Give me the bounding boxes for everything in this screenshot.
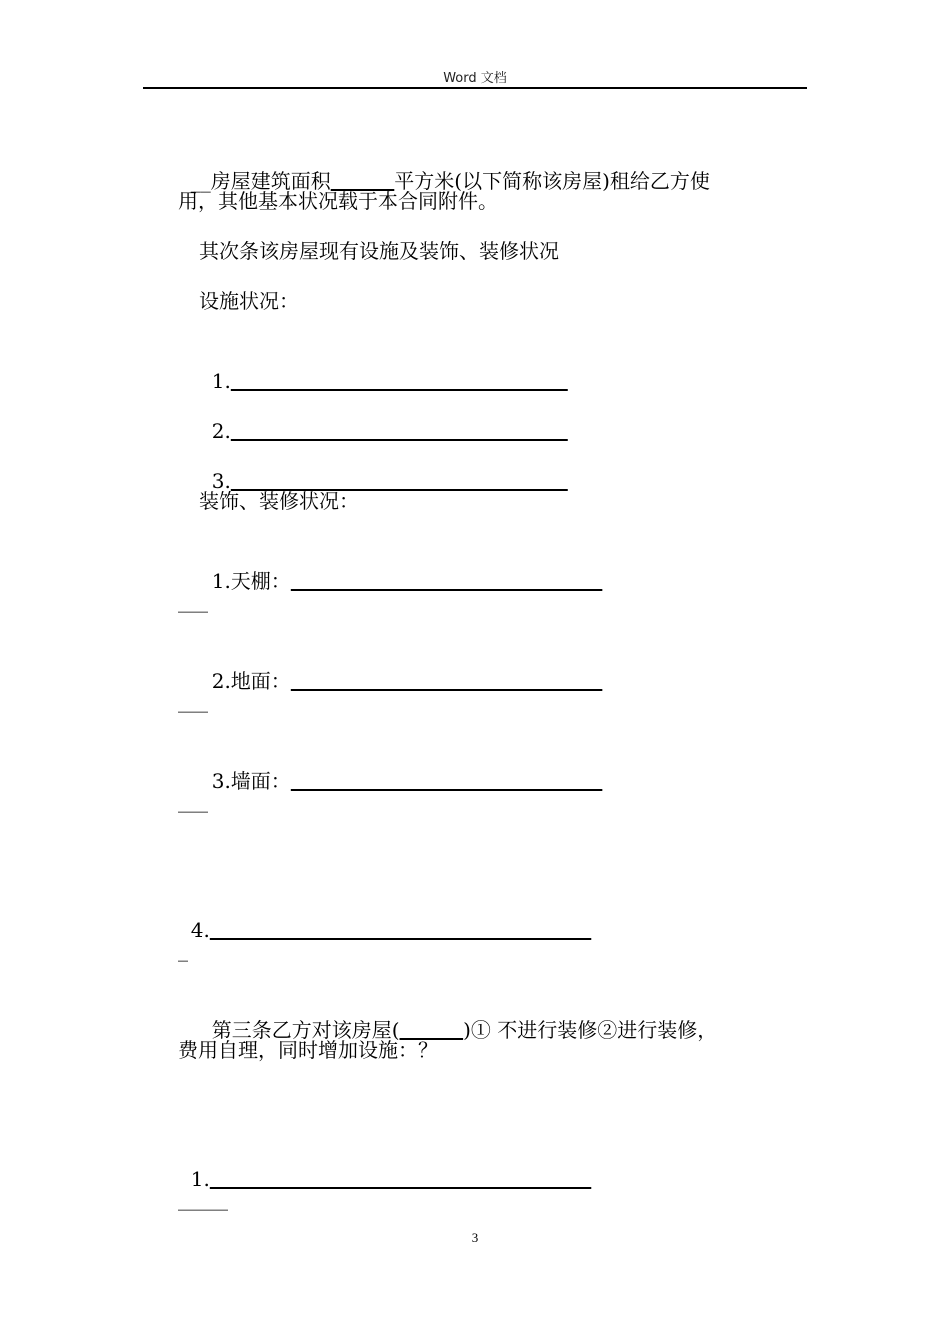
area-line bbox=[178, 136, 808, 193]
area-text-end: 平方米(以下简称该房屋)租给乙方使 bbox=[394, 169, 710, 193]
ceiling-label: 1.天棚： bbox=[211, 569, 291, 593]
article-three-end: )① 不进行装修②进行装修， bbox=[463, 1018, 718, 1042]
usage-line: 用，其他基本状况载于本合同附件。 bbox=[178, 189, 498, 213]
wall-line bbox=[199, 736, 829, 793]
new-facility-item-1-continuation: _____ bbox=[178, 1187, 228, 1211]
new-facility-item-1 bbox=[178, 1134, 808, 1191]
article-three-continuation: 费用自理，同时增加设施：？ bbox=[178, 1038, 438, 1062]
article-three-start: 第三条乙方对该房屋( bbox=[211, 1018, 400, 1042]
item-4-continuation: _ bbox=[178, 938, 188, 962]
facility-heading: 设施状况： bbox=[199, 289, 299, 313]
wall-label: 3.墙面： bbox=[211, 769, 291, 793]
wall-continuation: ___ bbox=[178, 789, 208, 813]
facility-item-3-num: 3. bbox=[211, 469, 231, 493]
floor-line bbox=[199, 636, 829, 693]
ceiling-continuation: ___ bbox=[178, 589, 208, 613]
item-4-line bbox=[178, 885, 808, 942]
facility-item-3 bbox=[199, 436, 829, 493]
new-facility-item-1-num: 1. bbox=[190, 1167, 210, 1191]
facility-item-2 bbox=[199, 386, 829, 443]
facility-item-1 bbox=[199, 336, 829, 393]
floor-continuation: ___ bbox=[178, 689, 208, 713]
ceiling-line bbox=[199, 536, 829, 593]
decoration-heading: 装饰、装修状况： bbox=[199, 489, 359, 513]
item-4-num: 4. bbox=[190, 918, 210, 942]
page-number: 3 bbox=[471, 1230, 479, 1245]
floor-label: 2.地面： bbox=[211, 669, 291, 693]
header-rule bbox=[143, 87, 807, 89]
facility-item-1-num: 1. bbox=[211, 369, 231, 393]
page-header: Word 文档 bbox=[443, 71, 507, 86]
article-two-heading: 其次条该房屋现有设施及装饰、装修状况 bbox=[199, 239, 559, 263]
area-text-start: __房屋建筑面积 bbox=[190, 169, 331, 193]
facility-item-2-num: 2. bbox=[211, 419, 231, 443]
article-three-line bbox=[199, 985, 829, 1042]
